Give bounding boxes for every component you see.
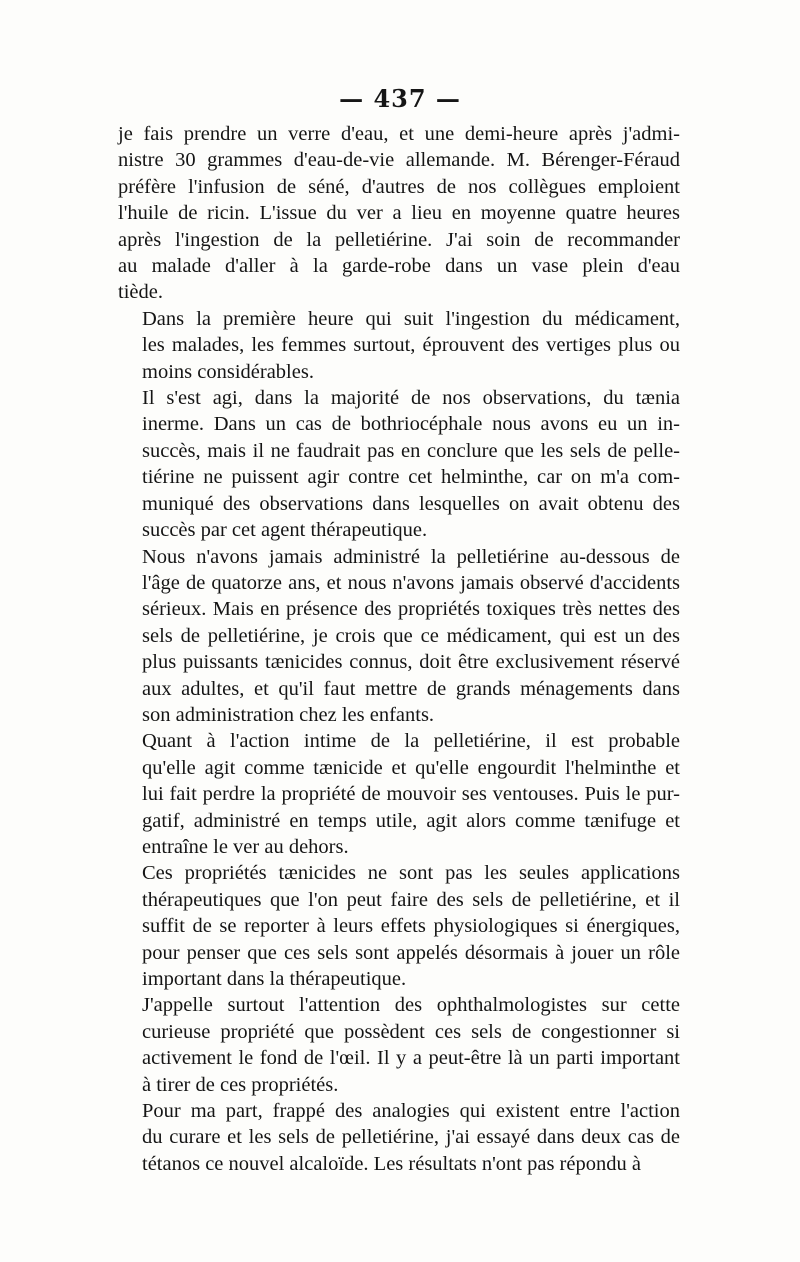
paragraph bbox=[118, 306, 680, 385]
paragraph bbox=[118, 1098, 680, 1177]
text-line: Pour ma part, frappé des analogies qui existent entre l'action bbox=[142, 1100, 680, 1123]
text-line: l'âge de quatorze ans, et nous n'avons jamais observé d'accidents bbox=[142, 571, 680, 594]
text-line: inerme. Dans un cas de bothriocéphale nous avons eu un in- bbox=[142, 413, 680, 436]
text-line: suffit de se reporter à leurs effets physiologiques si énergiques, bbox=[142, 915, 680, 938]
text-line: sels de pelletiérine, je crois que ce médicament, qui est un des bbox=[142, 624, 680, 647]
text-line: Dans la première heure qui suit l'ingestion du médicament, bbox=[142, 307, 680, 330]
text-line: Nous n'avons jamais administré la pelletiérine au-dessous de bbox=[142, 545, 680, 568]
text-line: qu'elle agit comme tænicide et qu'elle engourdit l'helminthe et bbox=[142, 756, 680, 779]
text-line: succès par cet agent thérapeutique. bbox=[142, 519, 428, 542]
paragraph bbox=[118, 544, 680, 729]
text-line: Ces propriétés tænicides ne sont pas les seules applications bbox=[142, 862, 680, 885]
text-line: au malade d'aller à la garde-robe dans un vase plein d'eau bbox=[118, 255, 680, 278]
paragraph bbox=[118, 728, 680, 860]
text-line: Il s'est agi, dans la majorité de nos observations, du tænia bbox=[142, 387, 680, 410]
text-line: gatif, administré en temps utile, agit alors comme tænifuge et bbox=[142, 809, 680, 832]
text-line: les malades, les femmes surtout, éprouvent des vertiges plus ou bbox=[142, 334, 680, 357]
page-number: — 437 — bbox=[339, 84, 461, 113]
text-line: pour penser que ces sels sont appelés désormais à jouer un rôle bbox=[142, 941, 680, 964]
body-text bbox=[118, 121, 680, 1177]
text-line: activement le fond de l'œil. Il y a peut-être là un parti important bbox=[142, 1047, 680, 1070]
text-line: préfère l'infusion de séné, d'autres de nos collègues emploient bbox=[118, 175, 680, 198]
text-line: moins considérables. bbox=[142, 360, 314, 383]
text-line: l'huile de ricin. L'issue du ver a lieu en moyenne quatre heures bbox=[118, 202, 680, 225]
text-line: thérapeutiques que l'on peut faire des sels de pelletiérine, et il bbox=[142, 888, 680, 911]
text-line: nistre 30 grammes d'eau-de-vie allemande. M. Bérenger-Féraud bbox=[118, 149, 680, 172]
text-line: plus puissants tænicides connus, doit être exclusivement réservé bbox=[142, 651, 680, 674]
text-line: tiérine ne puissent agir contre cet helminthe, car on m'a com- bbox=[142, 466, 680, 489]
text-line: tétanos ce nouvel alcaloïde. Les résultats n'ont pas répondu à bbox=[142, 1152, 641, 1175]
text-line: J'appelle surtout l'attention des ophthalmologistes sur cette bbox=[142, 994, 680, 1017]
text-line: tiède. bbox=[118, 281, 163, 304]
text-line: après l'ingestion de la pelletiérine. J'ai soin de recommander bbox=[118, 228, 680, 251]
text-line: succès, mais il ne faudrait pas en conclure que les sels de pelle- bbox=[142, 439, 680, 462]
text-line: lui fait perdre la propriété de mouvoir ses ventouses. Puis le pur- bbox=[142, 783, 680, 806]
paragraph bbox=[118, 121, 680, 306]
paragraph bbox=[118, 992, 680, 1098]
text-line: sérieux. Mais en présence des propriétés toxiques très nettes des bbox=[142, 598, 680, 621]
paragraph bbox=[118, 385, 680, 543]
text-line: entraîne le ver au dehors. bbox=[142, 835, 349, 858]
paragraph bbox=[118, 860, 680, 992]
text-line: curieuse propriété que possèdent ces sels de congestionner si bbox=[142, 1020, 680, 1043]
text-line: je fais prendre un verre d'eau, et une demi-heure après j'admi- bbox=[118, 123, 680, 145]
text-line: important dans la thérapeutique. bbox=[142, 968, 407, 990]
text-line: Quant à l'action intime de la pelletiérine, il est probable bbox=[142, 730, 680, 753]
text-line: aux adultes, et qu'il faut mettre de grands ménagements dans bbox=[142, 677, 680, 700]
text-line: son administration chez les enfants. bbox=[142, 703, 435, 726]
text-line: à tirer de ces propriétés. bbox=[142, 1073, 339, 1096]
text-line: muniqué des observations dans lesquelles on avait obtenu des bbox=[142, 492, 680, 515]
text-line: du curare et les sels de pelletiérine, j'ai essayé dans deux cas de bbox=[142, 1126, 680, 1149]
